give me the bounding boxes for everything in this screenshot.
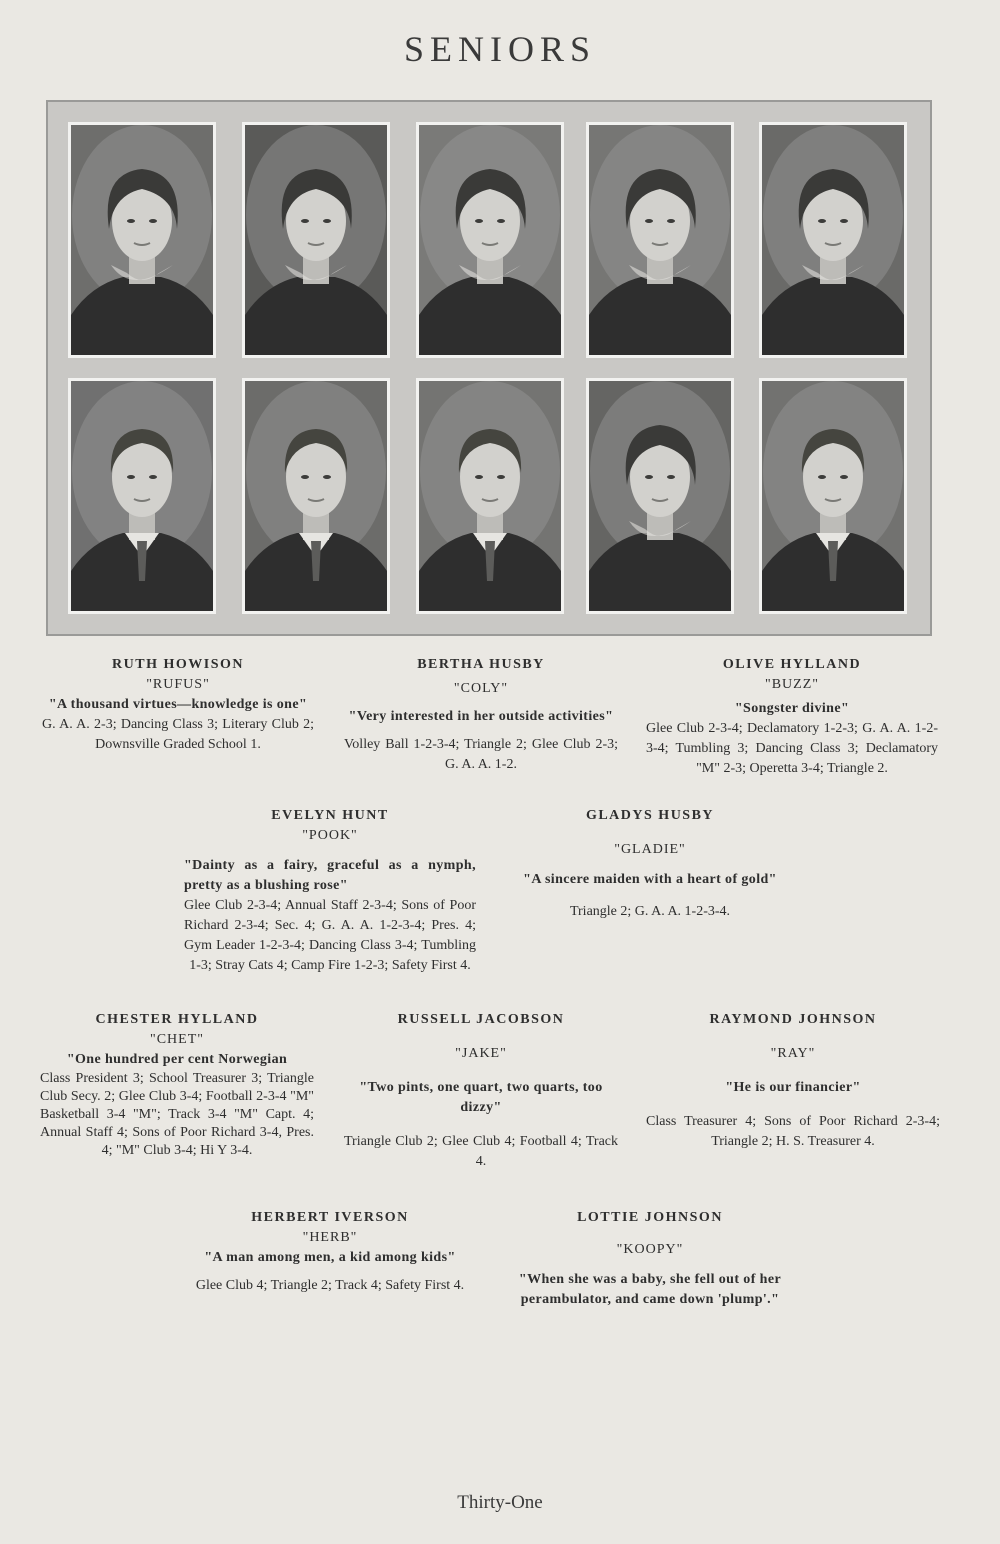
senior-nickname: "GLADIE" xyxy=(614,842,686,857)
senior-activities: Triangle Club 2; Glee Club 4; Football 4; Track 4. xyxy=(344,1134,618,1169)
portrait-photo xyxy=(242,378,390,614)
senior-name: EVELYN HUNT xyxy=(271,808,389,823)
senior-entry xyxy=(646,655,938,779)
portrait-photo xyxy=(242,122,390,358)
portrait-figure xyxy=(419,381,561,611)
portrait-photo xyxy=(759,378,907,614)
senior-nickname: "JAKE" xyxy=(455,1046,507,1061)
portrait-photo xyxy=(586,378,734,614)
portrait-photo xyxy=(68,378,216,614)
senior-name: RAYMOND JOHNSON xyxy=(709,1012,877,1027)
portrait-photo xyxy=(416,378,564,614)
senior-activities: Glee Club 2-3-4; Declamatory 1-2-3; G. A. A. 1-2-3-4; Tumbling 3; Dancing Class 3; Declamatory "M" 2-3; Operetta 3-4; Triangle 2. xyxy=(646,721,938,776)
portrait-panel xyxy=(46,100,932,636)
senior-quote: "A thousand virtues—knowledge is one" xyxy=(48,697,308,712)
portrait-figure xyxy=(71,381,213,611)
senior-name: RUSSELL JACOBSON xyxy=(397,1012,565,1027)
senior-quote: "Dainty as a fairy, graceful as a nymph, pretty as a blushing rose" xyxy=(184,858,476,893)
senior-activities: Class President 3; School Treasurer 3; Triangle Club Secy. 2; Glee Club 3-4; Football 2-3-4 "M" Basketball 3-4 "M"; Track 3-4 "M" Capt. 4; Annual Staff 4; Sons of Poor Richard 3-4, Pres. 4; "M" Club 3-4; Hi Y 3-4. xyxy=(40,1071,314,1158)
senior-nickname: "HERB" xyxy=(302,1230,358,1245)
senior-activities: Volley Ball 1-2-3-4; Triangle 2; Glee Club 2-3; G. A. A. 1-2. xyxy=(344,737,618,772)
senior-activities: Triangle 2; G. A. A. 1-2-3-4. xyxy=(569,904,731,919)
page-number: Thirty-One xyxy=(457,1492,543,1513)
senior-entry xyxy=(502,806,798,922)
senior-nickname: "KOOPY" xyxy=(616,1242,684,1257)
senior-nickname: "COLY" xyxy=(453,681,509,696)
senior-quote: "When she was a baby, she fell out of her perambulator, and came down 'plump'." xyxy=(518,1272,782,1307)
senior-entry xyxy=(344,1010,618,1172)
senior-quote: "Two pints, one quart, two quarts, too dizzy" xyxy=(359,1080,603,1115)
senior-name: GLADYS HUSBY xyxy=(585,808,715,823)
senior-activities: Glee Club 4; Triangle 2; Track 4; Safety First 4. xyxy=(195,1278,465,1293)
portrait-figure xyxy=(245,125,387,355)
portrait-figure xyxy=(419,125,561,355)
portrait-figure xyxy=(71,125,213,355)
senior-nickname: "CHET" xyxy=(150,1032,204,1047)
portrait-figure xyxy=(589,125,731,355)
senior-name: OLIVE HYLLAND xyxy=(722,657,862,672)
senior-entry xyxy=(42,655,314,755)
portrait-photo xyxy=(759,122,907,358)
portrait-photo xyxy=(586,122,734,358)
senior-name: RUTH HOWISON xyxy=(112,657,244,672)
senior-nickname: "POOK" xyxy=(302,828,358,843)
portrait-figure xyxy=(762,381,904,611)
senior-entry xyxy=(184,806,476,976)
senior-name: CHESTER HYLLAND xyxy=(95,1012,259,1027)
portrait-figure xyxy=(589,381,731,611)
senior-activities: G. A. A. 2-3; Dancing Class 3; Literary Club 2; Downsville Graded School 1. xyxy=(42,717,314,752)
senior-entry xyxy=(40,1010,314,1160)
senior-activities: Class Treasurer 4; Sons of Poor Richard 2-3-4; Triangle 2; H. S. Treasurer 4. xyxy=(646,1114,940,1149)
senior-nickname: "RAY" xyxy=(770,1046,816,1061)
senior-name: LOTTIE JOHNSON xyxy=(577,1210,723,1225)
portrait-photo xyxy=(416,122,564,358)
senior-entry xyxy=(502,1208,798,1310)
senior-quote: "Songster divine" xyxy=(734,701,850,716)
senior-nickname: "RUFUS" xyxy=(146,677,210,692)
senior-name: HERBERT IVERSON xyxy=(251,1210,409,1225)
senior-activities: Glee Club 2-3-4; Annual Staff 2-3-4; Sons of Poor Richard 2-3-4; Sec. 4; G. A. A. 1-2-3-4; Pres. 4; Gym Leader 1-2-3-4; Dancing Class 3-4; Tumbling 1-3; Stray Cats 4; Camp Fire 1-2-3; Safety First 4. xyxy=(184,898,476,973)
senior-entry xyxy=(646,1010,940,1152)
senior-entry xyxy=(344,655,618,775)
senior-quote: "A man among men, a kid among kids" xyxy=(204,1250,456,1265)
senior-quote: "He is our financier" xyxy=(725,1080,861,1095)
senior-entry xyxy=(184,1208,476,1296)
portrait-photo xyxy=(68,122,216,358)
page-title: SENIORS xyxy=(403,29,597,69)
senior-quote: "Very interested in her outside activities" xyxy=(348,709,614,724)
portrait-figure xyxy=(762,125,904,355)
portrait-figure xyxy=(245,381,387,611)
senior-quote: "A sincere maiden with a heart of gold" xyxy=(523,872,777,887)
senior-name: BERTHA HUSBY xyxy=(417,657,545,672)
senior-nickname: "BUZZ" xyxy=(765,677,819,692)
senior-quote: "One hundred per cent Norwegian xyxy=(66,1052,288,1067)
